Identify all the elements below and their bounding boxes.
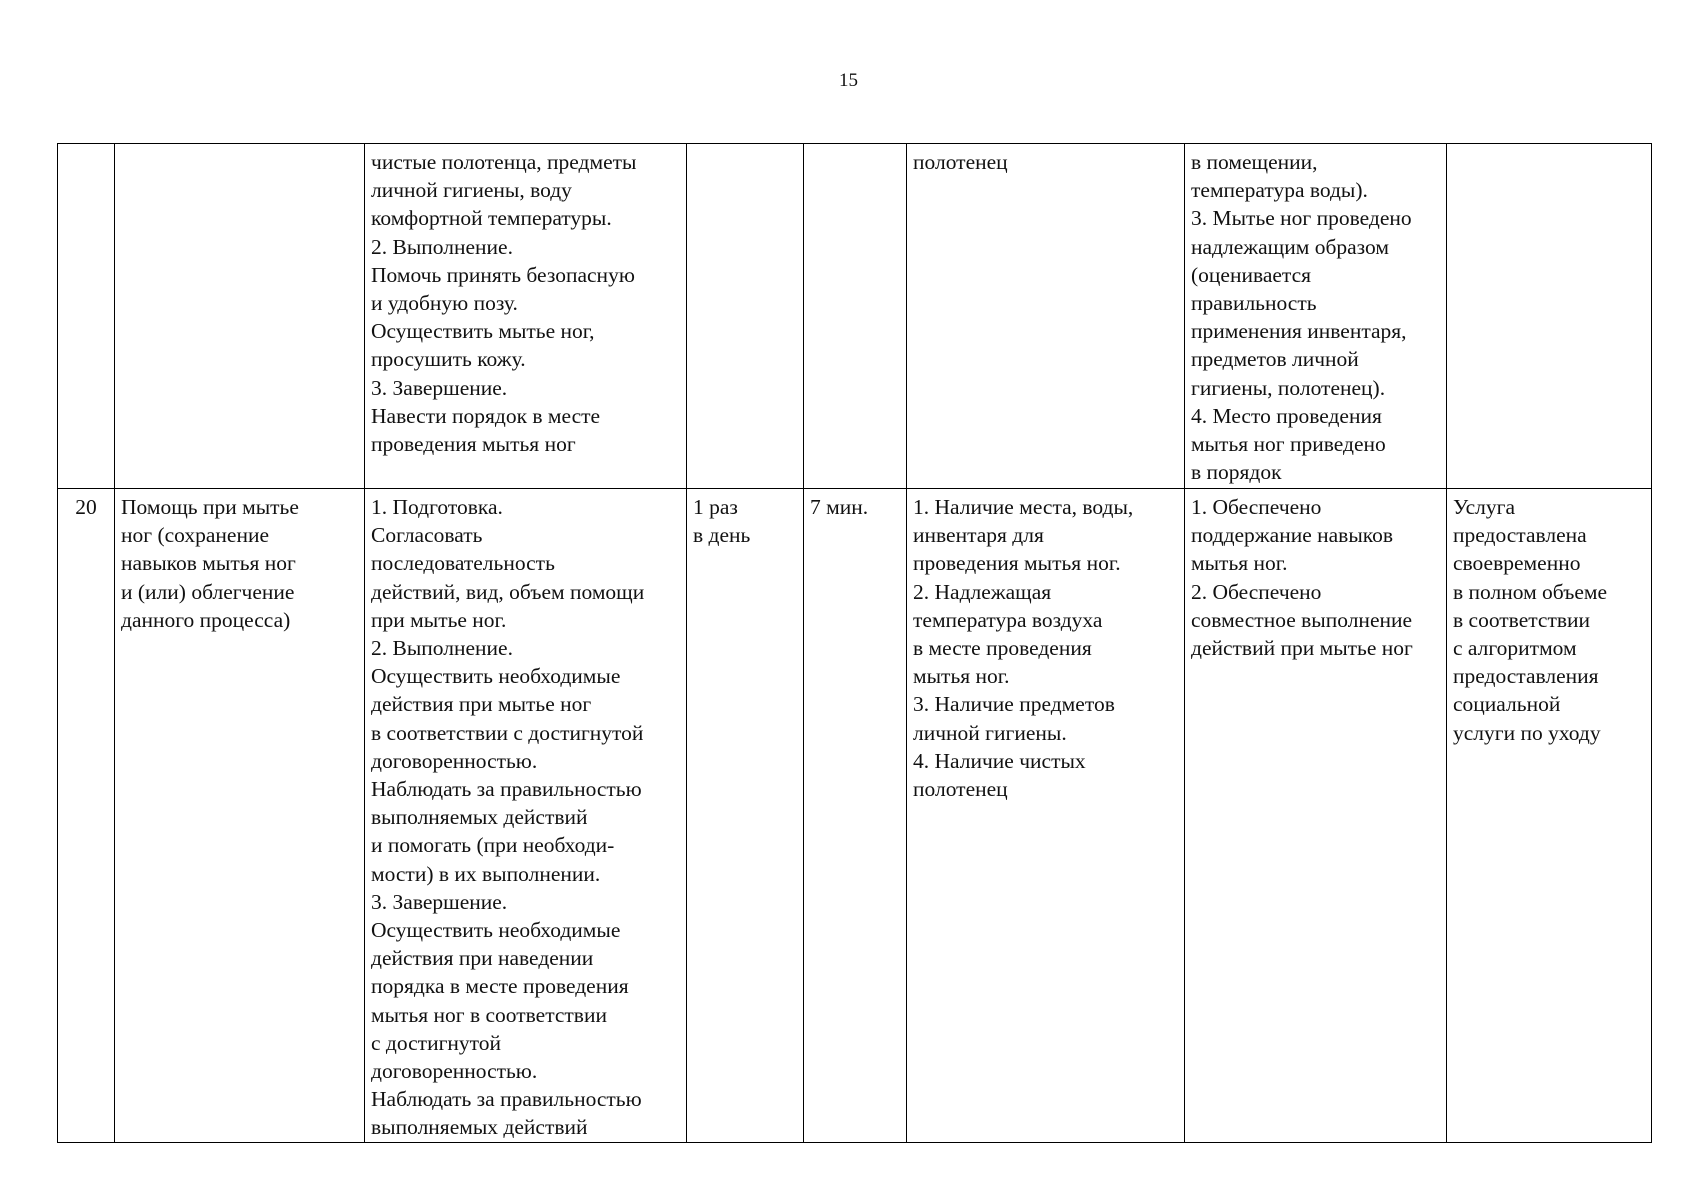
row-number-cell: 20 xyxy=(58,489,115,1143)
service-name-cell xyxy=(115,144,365,489)
service-description-cell: чистые полотенца, предметы личной гигиены, воду комфортной температуры. 2. Выполнение. Помочь принять безопасную и удобную позу. Осуществить мытье ног, просушить кожу. 3. Завершение. Навести порядок в месте проведения мытья ног xyxy=(365,144,687,489)
quality-indicators-cell: 1. Обеспечено поддержание навыков мытья ног. 2. Обеспечено совместное выполнение действий при мытье ног xyxy=(1185,489,1447,1143)
result-evaluation-cell: Услуга предоставлена своевременно в полном объеме в соответствии с алгоритмом предоставления социальной услуги по уходу xyxy=(1447,489,1652,1143)
conditions-cell: полотенец xyxy=(907,144,1185,489)
service-description-cell: 1. Подготовка. Согласовать последовательность действий, вид, объем помощи при мытье ног. 2. Выполнение. Осуществить необходимые действия при мытье ног в соответствии с достигнутой договоренностью. Наблюдать за правильностью выполняемых действий и помогать (при необходи- мости) в их выполнении. 3. Завершение. Осуществить необходимые действия при наведении порядка в месте проведения мытья ног в соответствии с достигнутой договоренностью. Наблюдать за правильностью выполняемых действий xyxy=(365,489,687,1143)
frequency-cell: 1 раз в день xyxy=(687,489,804,1143)
conditions-cell: 1. Наличие места, воды, инвентаря для проведения мытья ног. 2. Надлежащая температура воздуха в месте проведения мытья ног. 3. Наличие предметов личной гигиены. 4. Наличие чистых полотенец xyxy=(907,489,1185,1143)
time-norm-cell: 7 мин. xyxy=(804,489,907,1143)
page-number: 15 xyxy=(839,70,858,91)
quality-indicators-cell: в помещении, температура воды). 3. Мытье ног проведено надлежащим образом (оценивается правильность применения инвентаря, предметов личной гигиены, полотенец). 4. Место проведения мытья ног приведено в порядок xyxy=(1185,144,1447,489)
row-number-cell xyxy=(58,144,115,489)
result-evaluation-cell xyxy=(1447,144,1652,489)
table-row xyxy=(58,489,1652,1143)
service-name-cell: Помощь при мытье ног (сохранение навыков мытья ног и (или) облегчение данного процесса) xyxy=(115,489,365,1143)
services-table xyxy=(57,143,1652,1143)
table-row xyxy=(58,144,1652,489)
frequency-cell xyxy=(687,144,804,489)
time-norm-cell xyxy=(804,144,907,489)
